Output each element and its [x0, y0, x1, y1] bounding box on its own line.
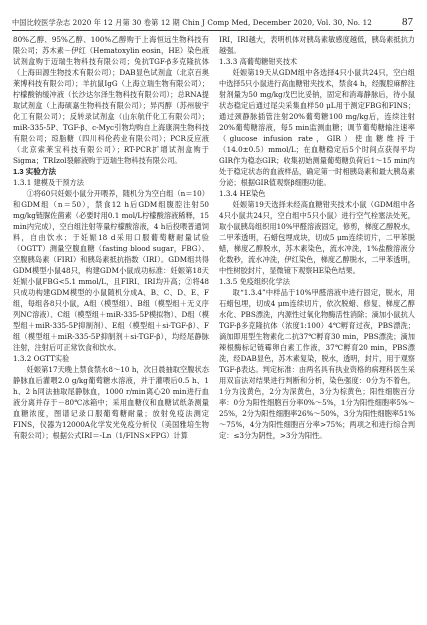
he-paragraph: 妊娠第19天选择未经高血糖钳夹技术小鼠（GDM组中各4只小鼠共24只，空白组中5只小鼠）进行空气栓塞法处死，取小鼠胰岛组织用10%甲醛溶液固定，修剪，梯度乙醇脱水，二甲苯透明，石蜡包埋成块，切成5 μm连续切片，二甲苯脱蜡，梯度乙醇脱水，苏木素染色，流水冲洗，1%盐酸溶液分化数秒，流水冲洗，伊红染色，梯度乙醇脱水，二甲苯透明，中性树胶封片，显微镜下观察HE染色结果。 — [219, 200, 415, 275]
right-column — [219, 34, 415, 441]
ogtt-paragraph: 妊娠第17天晚上禁食禁水8～10 h，次日晨抽取空腹状态静脉血后灌喂2.0 g/kg葡萄糖水溶液，并于灌喂后0.5 h、1 h、2 h同法抽取尾静脉血，1000 r/min离心20 min进行血液分离并存于－80℃冰箱中；采用血糖仪和血糖试纸条测量血糖浓度，图谱记录口服葡萄糖耐量；放射免疫法测定FINS，仪器为12000A化学发光免疫分析仪（美国雅培生物有限公司）；根据公式IRI＝-Ln（1/FINS×FPG）计算 — [13, 365, 209, 440]
journal-citation: 中国比较医学杂志 2020 年 12 月第 30 卷第 12 期 Chin J Comp Med, December 2020, Vol. 30, No. 12 — [12, 18, 372, 27]
section-heading-methods: 1.3 实验方法 — [13, 167, 57, 176]
model-paragraph: ①将60只妊娠小鼠分开喂养，随机分为空白组（n＝10）和GDM组（n＝50），禁食12 h后GDM组腹腔注射50 mg/kg链脲佐菌素（必要时用0.1 mol/L柠檬酸溶液稀释，15 min内完成），空白组注射等量柠檬酸溶液，4 h后投喂普通饲料，自由饮水；于妊娠18 d采用口服葡萄糖耐量试验（OGTT）测量空腹血糖（fasting blood sugar，FBG）、空腹胰岛素（FIRI）和胰岛素抵抗指数（IRI）。GDM组共得GDM模型小鼠48只，构建GDM小鼠成功标准：妊娠第18天妊娠小鼠FBG<5.1 mmol/L，且FIRI、IRI均升高；②将48只成功构建GDM模型的小鼠随机分成A、B、C、D、E、F组，每组各8只小鼠，A组（模型组）、B组（模型组＋无义序列NC溶液）、C组（模型组＋miR-335-5P模拟物）、D组（模型组＋miR-335-5P抑制剂）、E组（模型组＋si-TGF-β）、F组（模型组＋miR-335-5P抑制剂＋si-TGF-β），均经尾静脉注射，注射后可正常饮食和饮水。 — [13, 189, 209, 352]
ihc-paragraph: 取“1.3.4”中样品于10%甲醛溶液中进行固定，脱水，用石蜡包埋，切成4 μm连续切片，依次脱蜡、修复、梯度乙醇水化、PBS漂洗，内源性过氧化物酶活性消除；滴加小鼠抗人TGF-β多克隆抗体（浓度1:100）4℃孵育过夜，PBS漂洗；滴加即用型生物素化二抗37℃孵育30 min，PBS漂洗；滴加辣根酶标记链霉卵白素工作液，37℃孵育20 min，PBS漂洗，经DAB显色，苏木素复染，脱水，透明，封片，用于观察TGF-β表达。判定标准：由两名具有执业资格的病理科医生采用双盲法对结果进行判断和分析，染色强度：0分为不着色，1分为浅黄色，2分为深黄色，3分为棕黄色；阳性细胞百分率：0分为阳性细胞百分率0%～5%，1分为阳性细胞率5%～25%，2分为阳性细胞率26%～50%，3分为阳性细胞率51%～75%，4分为阳性细胞百分率>75%；两项之和进行综合判定：≤3分为阴性，>3分为阳性。 — [219, 288, 415, 440]
subsection-heading-ogtt: 1.3.2 OGTT实验 — [13, 354, 70, 363]
running-header — [12, 8, 413, 31]
materials-paragraph: 80%乙醇、95%乙醇、100%乙醇购于上海恒远生物科技有限公司；苏木素－伊红（Hematoxylin eosin，HE）染色液试剂盒购于迈瑞生物科技有限公司；兔抗TGF-β多克隆抗体（上海田源生物技术有限公司）；DAB显色试剂盒（北京百奥莱博科技有限公司）；羊抗鼠IgG（上海立瑞生物有限公司）；柠檬酸钠缓冲液（长沙达尔泽生物科技有限公司）；总RNA提取试剂盒（上海硕嘉生物科技有限公司）；异丙醇（苏州骏宇化工有限公司）；反转录试剂盒（山东航仟化工有限公司）；miR-335-5P、TGF-β、c-Myc引物均购自上海康润生物科技有限公司；琼脂糖（四川科伦药业有限公司）；PCR反应液（北京索莱宝科技有限公司）；RT-PCR扩增试剂盒购于Sigma；TRIzol裂解液购于迈瑞生物科技有限公司。 — [13, 35, 209, 165]
subsection-heading-model: 1.3.1 建模及干预方法 — [13, 178, 84, 187]
clamp-paragraph: 妊娠第19天从GDM组中各选择4只小鼠共24只，空白组中选择5只小鼠进行高血糖钳夹技术，禁食4 h，经腹腔麻醉注射剂量为50 mg/kg戊巴比妥钠，固定和消毒静脉后，待小鼠状态稳定后通过尾尖采集血样50 μL用于测定FBG和FINS；通过颈静脉插管注射20%葡萄糖100 mg/kg后，连续注射20%葡萄糖溶液，每5 min监测血糖；调节葡萄糖输注速率（glucose infusion rate，GIR）使血糖维持于（14.0±0.5）mmol/L；在血糖稳定后5个时间点获得平均GIR作为稳态GIR；收集初始测量葡萄糖负荷后1～15 min内处于稳定状态的血液样品，确定第一时相胰岛素和最大胰岛素分泌；根据GIR值观察β细胞功能。 — [219, 68, 415, 187]
left-column — [13, 34, 209, 441]
page-number: 87 — [402, 16, 413, 28]
iri-paragraph: IRI，IRI越大，表明机体对胰岛素敏感度越低，胰岛素抵抗力越强。 — [219, 35, 415, 55]
subsection-heading-ihc: 1.3.5 免疫组织化学法 — [219, 277, 290, 286]
subsection-heading-he: 1.3.4 HE染色 — [219, 189, 266, 198]
subsection-heading-clamp: 1.3.3 高葡萄糖钳夹技术 — [219, 57, 298, 66]
